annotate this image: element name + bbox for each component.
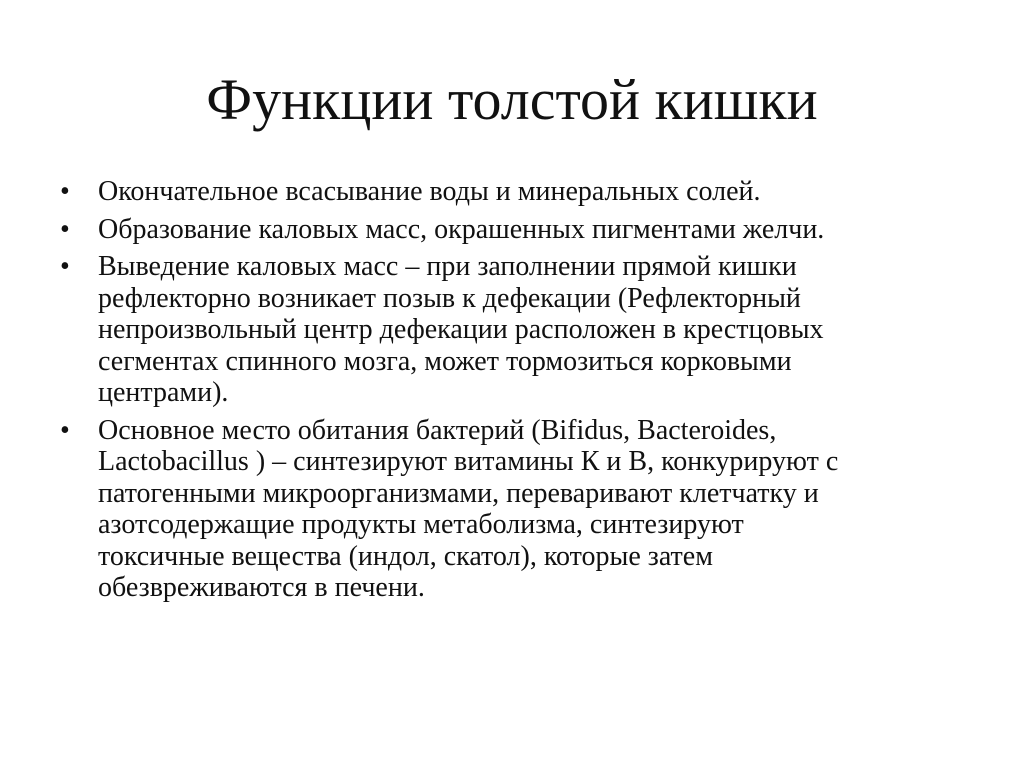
bullet-icon: • bbox=[60, 414, 70, 446]
bullet-icon: • bbox=[60, 213, 70, 245]
slide-title: Функции толстой кишки bbox=[206, 67, 818, 132]
bullet-text: Образование каловых масс, окрашенных пигментами желчи. bbox=[98, 213, 825, 245]
list-item bbox=[60, 415, 960, 604]
list-item bbox=[60, 176, 960, 208]
bullet-icon: • bbox=[60, 251, 70, 282]
bullet-text: Выведение каловых масс – при заполнении прямой кишки рефлекторно возникает позыв к дефекации (Рефлекторный непроизвольный центр дефекации расположен в крестцовых сегментах спинного мозга, может тормозиться корковыми центрами). bbox=[98, 251, 824, 408]
list-item bbox=[60, 251, 960, 409]
bullet-icon: • bbox=[60, 176, 70, 207]
bullet-text: Окончательное всасывание воды и минеральных солей. bbox=[98, 176, 761, 207]
list-item bbox=[60, 214, 960, 246]
bullet-list bbox=[60, 176, 960, 610]
bullet-text: Основное место обитания бактерий (Bifidus, Bacteroides, Lactobacillus ) – синтезируют витамины К и В, конкурируют с патогенными микроорганизмами, переваривают клетчатку и азотсодержащие продукты метаболизма, синтезируют токсичные вещества (индол, скатол), которые затем обезвреживаются в печени. bbox=[98, 414, 839, 603]
